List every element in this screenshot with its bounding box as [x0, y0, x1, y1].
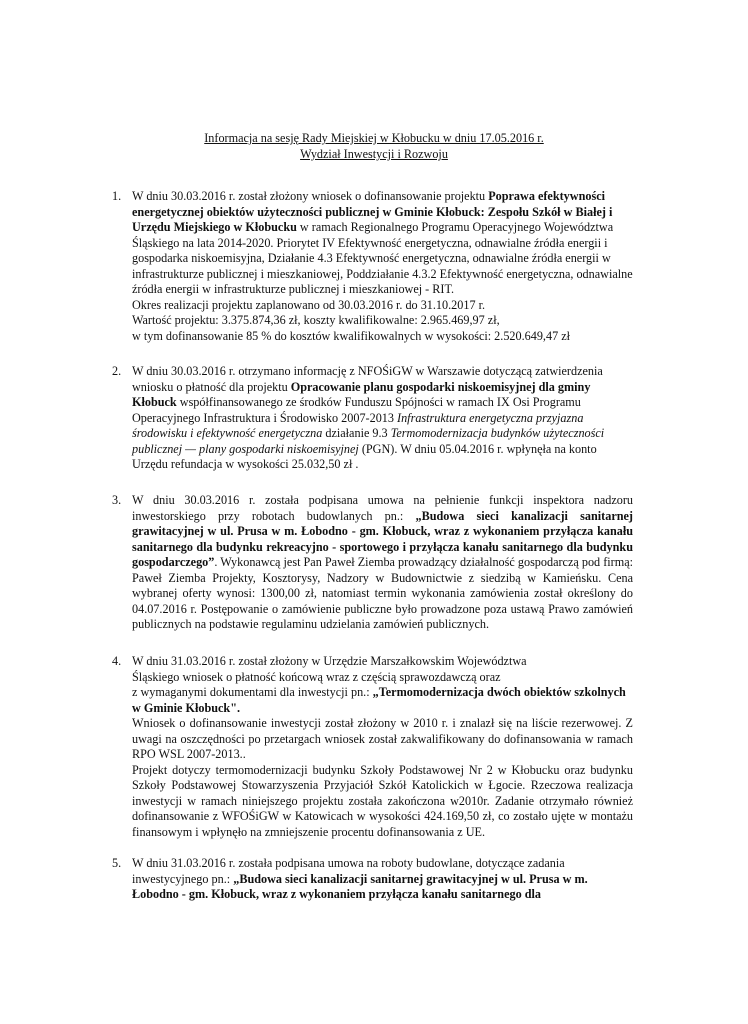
item-number: 2. [112, 364, 122, 378]
list-item-1 [112, 189, 633, 344]
item-number: 5. [112, 856, 122, 870]
item-text: działanie 9.3 [322, 426, 391, 440]
document-header [0, 130, 748, 162]
item-paragraph: Projekt dotyczy termomodernizacji budynku Szkoły Podstawowej Nr 2 w Kłobucku oraz budynku Szkoły Podstawowej Stowarzyszenia Przyjaciół Szkół Katolickich w Łgocie. Rzeczowa realizacja inwestycji w ramach niniejszego projektu została zakończona w2010r. Zadanie otrzymało również dofinansowanie z WFOŚiGW w Katowicach w wysokości 424.169,50 zł, co zostało ujęte w montażu finansowym i wpłynęło na zmniejszenie procentu dofinansowania z UE. [132, 762, 633, 839]
item-text: . Wykonawcą jest Pan Paweł Ziemba prowadzący działalność gospodarczą pod firmą: Paweł Ziemba Projekty, Kosztorysy, Nadzory w Budownictwie z siedzibą w Kamieńsku. Cena wybranej oferty wynosi: 1300,00 zł, natomiast termin wykonania zamówienia został określony do 04.07.2016 r. Postępowanie o zamówienie publiczne było prowadzone poza ustawą Prawo zamówień publicznych na podstawie regulaminu udzielania zamówień publicznych. [132, 555, 633, 631]
item-text: (PGN). W dniu 05.04.2016 r. wpłynęła na konto Urzędu refundacja w wysokości 25.032,50 zł . [132, 441, 597, 471]
program-axis: Infrastruktura energetyczna przyjazna środowisku i efektywność energetyczna [132, 410, 584, 440]
item-number: 4. [112, 654, 122, 668]
item-text: współfinansowanego ze środków Funduszu Spójności w ramach IX Osi Programu Operacyjnego Infrastruktura i Środowisko 2007-2013 [132, 395, 581, 425]
list-item-4 [112, 654, 633, 840]
project-title: „Budowa sieci kanalizacji sanitarnej grawitacyjnej w ul. Prusa w m. Łobodno - gm. Kłobuck, wraz z wykonaniem przyłącza kanału sanitarnego dla [132, 871, 588, 901]
item-number: 3. [112, 493, 122, 507]
item-body [132, 364, 633, 473]
list-item-3 [112, 493, 633, 633]
project-period: Okres realizacji projektu zaplanowano od 30.03.2016 r. do 31.10.2017 r. [132, 297, 486, 312]
project-title: „Termomodernizacja dwóch obiektów szkolnych w Gminie Kłobuck". [132, 685, 626, 715]
item-text: z wymaganymi dokumentami dla inwestycji pn.: [132, 685, 373, 699]
item-text: W dniu 31.03.2016 r. został złożony w Urzędzie Marszałkowskim Województwa [132, 654, 527, 668]
item-text: Śląskiego wniosek o płatność końcową wraz z częścią sprawozdawczą oraz [132, 669, 501, 684]
list-item-5 [112, 856, 633, 903]
item-paragraph: Wniosek o dofinansowanie inwestycji został złożony w 2010 r. i znalazł się na liście rezerwowej. Z uwagi na oszczędności po przetargach wniosek został zakwalifikowany do dofinansowania w ramach RPO WSL 2007-2013.. [132, 716, 633, 761]
item-text: w ramach Regionalnego Programu Operacyjnego Województwa Śląskiego na lata 2014-2020. Priorytet IV Efektywność energetyczna, odnawialne źródła energii i gospodarka niskoemisyjna, Działanie 4.3 Efektywność energetyczna, odnawialne źródła energii w infrastrukturze publicznej i mieszkaniowej, Poddziałanie 4.3.2 Efektywność energetyczna, odnawialne źródła energii w infrastrukturze publicznej i mieszkaniowej - RIT. [132, 220, 633, 296]
item-text: W dniu 30.03.2016 r. otrzymano informację z NFOŚiGW w Warszawie dotyczącą zatwierdzenia wniosku o płatność dla projektu [132, 364, 603, 394]
item-body [132, 189, 633, 344]
program-measure: Termomodernizacja budynków użyteczności publicznej — plany gospodarki niskoemisyjnej [132, 426, 605, 456]
project-funding: w tym dofinansowanie 85 % do kosztów kwalifikowalnych w wysokości: 2.520.649,47 zł [132, 328, 571, 343]
project-value: Wartość projektu: 3.375.874,36 zł, koszty kwalifikowalne: 2.965.469,97 zł, [132, 313, 500, 327]
item-body [132, 493, 633, 633]
header-title: Informacja na sesję Rady Miejskiej w Kłobucku w dniu 17.05.2016 r. [204, 131, 544, 145]
list-item-2 [112, 364, 633, 473]
item-body [132, 654, 633, 840]
header-department: Wydział Inwestycji i Rozwoju [300, 147, 448, 161]
project-title: Opracowanie planu gospodarki niskoemisyjnej dla gminy Kłobuck [132, 379, 591, 409]
project-title: Poprawa efektywności energetycznej obiektów użyteczności publicznej w Gminie Kłobuck: Zespołu Szkół w Białej i Urzędu Miejskiego w Kłobucku [132, 189, 613, 234]
project-title: „Budowa sieci kanalizacji sanitarnej grawitacyjnej w ul. Prusa w m. Łobodno - gm. Kłobuck, wraz z wykonaniem przyłącza kanału sanitarnego dla budynku rekreacyjno - sportowego i przyłącza kanału sanitarnego dla budynku gospodarczego” [132, 508, 633, 569]
item-text: W dniu 31.03.2016 r. została podpisana umowa na roboty budowlane, dotyczące zadania [132, 856, 565, 870]
item-text: inwestycyjnego pn.: [132, 871, 234, 886]
item-text: W dniu 30.03.2016 r. została podpisana umowa na pełnienie funkcji inspektora nadzoru inwestorskiego przy robotach budowlanych pn.: [132, 493, 633, 523]
item-number: 1. [112, 189, 122, 203]
item-body [132, 856, 633, 903]
item-text: W dniu 30.03.2016 r. został złożony wniosek o dofinansowanie projektu [132, 189, 489, 203]
